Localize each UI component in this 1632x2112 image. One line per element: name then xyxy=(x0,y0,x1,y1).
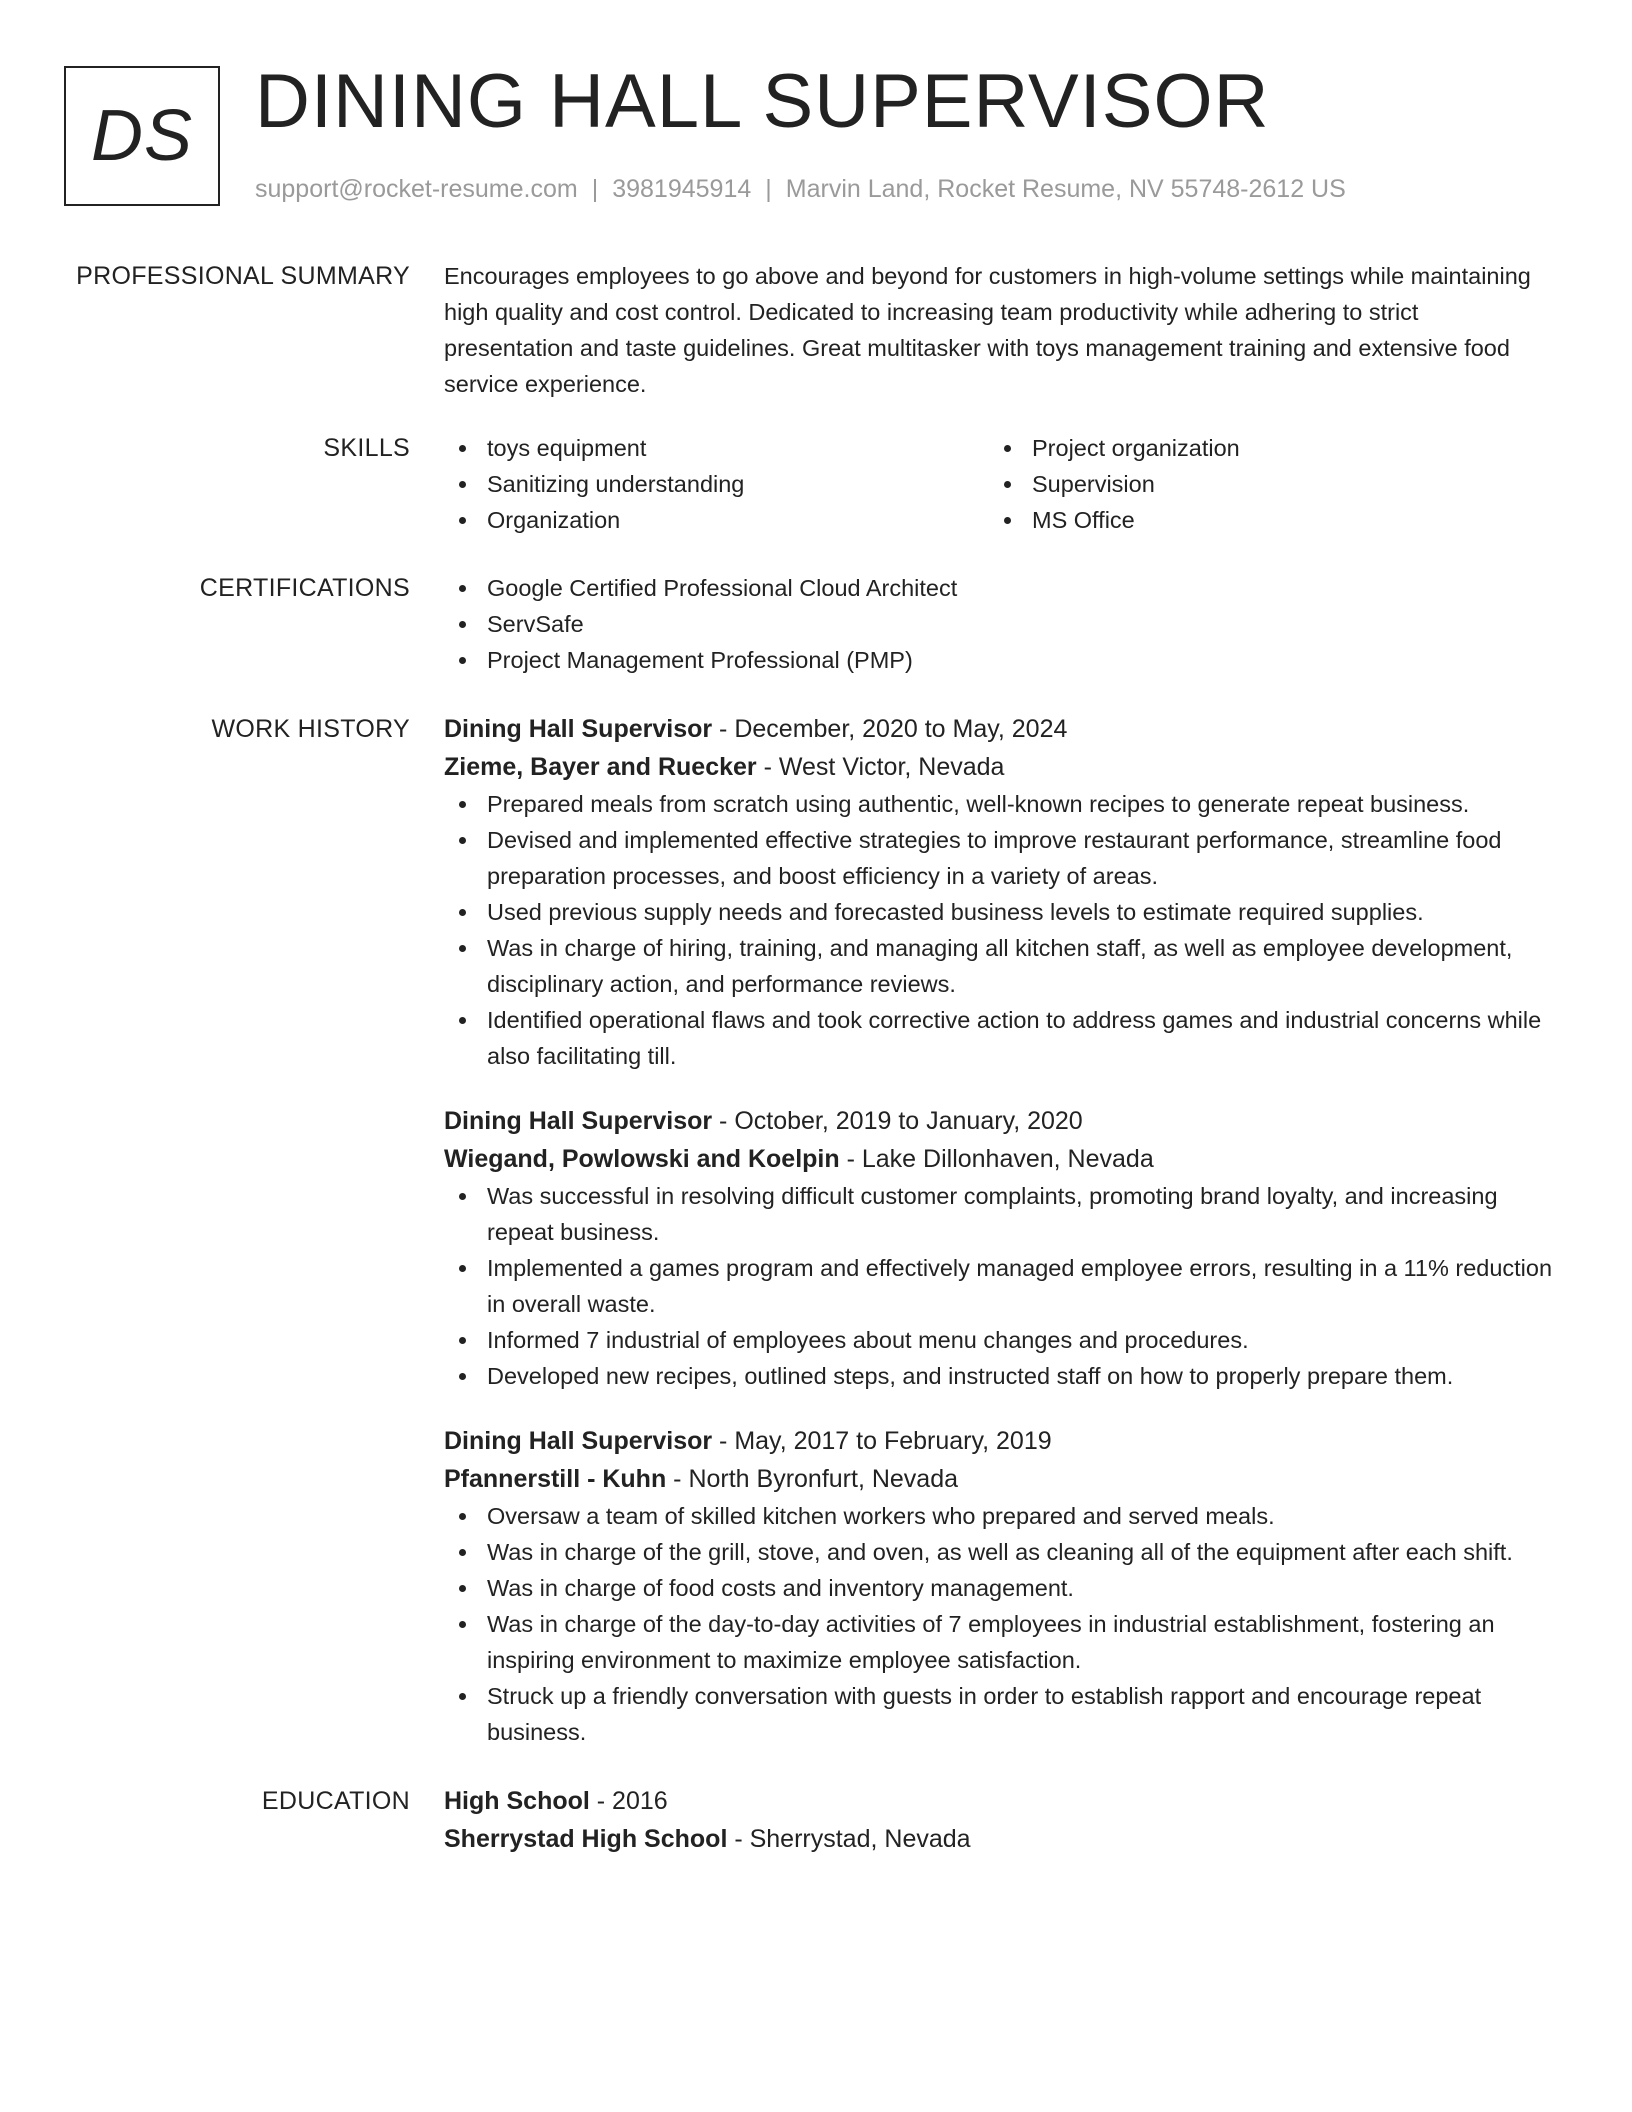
job-duties-list xyxy=(444,1498,1554,1750)
contact-address: Marvin Land, Rocket Resume, NV 55748-2612 US xyxy=(785,175,1346,203)
certifications-list xyxy=(444,570,1554,678)
job-entry xyxy=(444,1422,1554,1750)
section-label-work-history: WORK HISTORY xyxy=(211,715,410,743)
monogram-logo xyxy=(64,66,220,206)
job-company: Wiegand, Powlowski and Koelpin xyxy=(444,1145,840,1173)
job-duty-item: Identified operational flaws and took corrective action to address games and industrial concerns while also facilitating till. xyxy=(444,1002,1554,1074)
job-duty-item: Was in charge of hiring, training, and managing all kitchen staff, as well as employee development, disciplinary action, and performance reviews. xyxy=(444,930,1554,1002)
job-entry xyxy=(444,710,1554,1074)
skill-item: Sanitizing understanding xyxy=(444,466,989,502)
skill-item: Project organization xyxy=(989,430,1534,466)
certification-item: ServSafe xyxy=(444,606,1554,642)
contact-line xyxy=(255,172,1346,206)
section-label-summary: PROFESSIONAL SUMMARY xyxy=(76,262,410,290)
skills-list-right xyxy=(989,430,1534,538)
job-duty-item: Struck up a friendly conversation with guests in order to establish rapport and encourage repeat business. xyxy=(444,1678,1554,1750)
job-entry xyxy=(444,1102,1554,1394)
job-title-line xyxy=(444,1422,1554,1460)
skill-item: toys equipment xyxy=(444,430,989,466)
education-degree: High School xyxy=(444,1787,590,1815)
education-degree-line xyxy=(444,1782,1554,1820)
job-duty-item: Was in charge of the day-to-day activities of 7 employees in industrial establishment, fostering an inspiring environment to maximize employee satisfaction. xyxy=(444,1606,1554,1678)
monogram-initials: DS xyxy=(90,96,194,176)
job-company-line xyxy=(444,1460,1554,1498)
job-location: - Lake Dillonhaven, Nevada xyxy=(839,1145,1154,1173)
work-history-body xyxy=(444,710,1554,1750)
skills-list-left xyxy=(444,430,989,538)
job-duty-item: Oversaw a team of skilled kitchen workers who prepared and served meals. xyxy=(444,1498,1554,1534)
section-label-education: EDUCATION xyxy=(261,1787,410,1815)
job-duty-item: Implemented a games program and effectively managed employee errors, resulting in a 11% reduction in overall waste. xyxy=(444,1250,1554,1322)
education-school-line xyxy=(444,1820,1554,1858)
job-location: - West Victor, Nevada xyxy=(756,753,1005,781)
certification-item: Google Certified Professional Cloud Architect xyxy=(444,570,1554,606)
summary-body xyxy=(444,258,1554,402)
skills-body xyxy=(444,430,1554,538)
job-dates: - December, 2020 to May, 2024 xyxy=(712,715,1068,743)
section-education xyxy=(0,1782,1632,1858)
skill-item: Supervision xyxy=(989,466,1534,502)
job-dates: - May, 2017 to February, 2019 xyxy=(712,1427,1052,1455)
job-duty-item: Informed 7 industrial of employees about menu changes and procedures. xyxy=(444,1322,1554,1358)
education-location: - Sherrystad, Nevada xyxy=(727,1825,971,1853)
job-duty-item: Developed new recipes, outlined steps, and instructed staff on how to properly prepare them. xyxy=(444,1358,1554,1394)
education-body xyxy=(444,1782,1554,1858)
job-company: Pfannerstill - Kuhn xyxy=(444,1465,667,1493)
job-duty-item: Used previous supply needs and forecasted business levels to estimate required supplies. xyxy=(444,894,1554,930)
certifications-body xyxy=(444,570,1554,678)
job-duty-item: Was in charge of food costs and inventory management. xyxy=(444,1570,1554,1606)
job-title: Dining Hall Supervisor xyxy=(444,1107,713,1135)
job-title: Dining Hall Supervisor xyxy=(444,715,713,743)
job-location: - North Byronfurt, Nevada xyxy=(666,1465,959,1493)
job-company-line xyxy=(444,748,1554,786)
resume-title: DINING HALL SUPERVISOR xyxy=(255,59,1270,144)
job-title-line xyxy=(444,710,1554,748)
job-duties-list xyxy=(444,1178,1554,1394)
education-year: - 2016 xyxy=(589,1787,668,1815)
job-title: Dining Hall Supervisor xyxy=(444,1427,713,1455)
summary-text: Encourages employees to go above and beyond for customers in high-volume settings while maintaining high quality and cost control. Dedicated to increasing team productivity while adhering to strict presentation and taste guidelines. Great multitasker with toys management training and extensive food service experience. xyxy=(444,263,1531,397)
skill-item: MS Office xyxy=(989,502,1534,538)
contact-separator: | xyxy=(591,175,599,203)
section-skills xyxy=(0,430,1632,538)
section-certifications xyxy=(0,570,1632,678)
job-company-line xyxy=(444,1140,1554,1178)
job-duties-list xyxy=(444,786,1554,1074)
job-company: Zieme, Bayer and Ruecker xyxy=(444,753,757,781)
section-work-history xyxy=(0,710,1632,1750)
education-school: Sherrystad High School xyxy=(444,1825,728,1853)
job-duty-item: Devised and implemented effective strategies to improve restaurant performance, streamline food preparation processes, and boost efficiency in a variety of areas. xyxy=(444,822,1554,894)
job-duty-item: Was successful in resolving difficult customer complaints, promoting brand loyalty, and increasing repeat business. xyxy=(444,1178,1554,1250)
section-label-skills: SKILLS xyxy=(323,434,410,462)
job-duty-item: Prepared meals from scratch using authentic, well-known recipes to generate repeat business. xyxy=(444,786,1554,822)
contact-phone[interactable]: 3981945914 xyxy=(612,175,752,203)
job-duty-item: Was in charge of the grill, stove, and oven, as well as cleaning all of the equipment after each shift. xyxy=(444,1534,1554,1570)
certification-item: Project Management Professional (PMP) xyxy=(444,642,1554,678)
contact-separator: | xyxy=(765,175,772,203)
resume-content xyxy=(0,258,1632,1886)
job-title-line xyxy=(444,1102,1554,1140)
section-label-certifications: CERTIFICATIONS xyxy=(199,574,410,602)
skill-item: Organization xyxy=(444,502,989,538)
job-dates: - October, 2019 to January, 2020 xyxy=(712,1107,1083,1135)
contact-email[interactable]: support@rocket-resume.com xyxy=(255,175,578,203)
section-professional-summary xyxy=(0,258,1632,402)
